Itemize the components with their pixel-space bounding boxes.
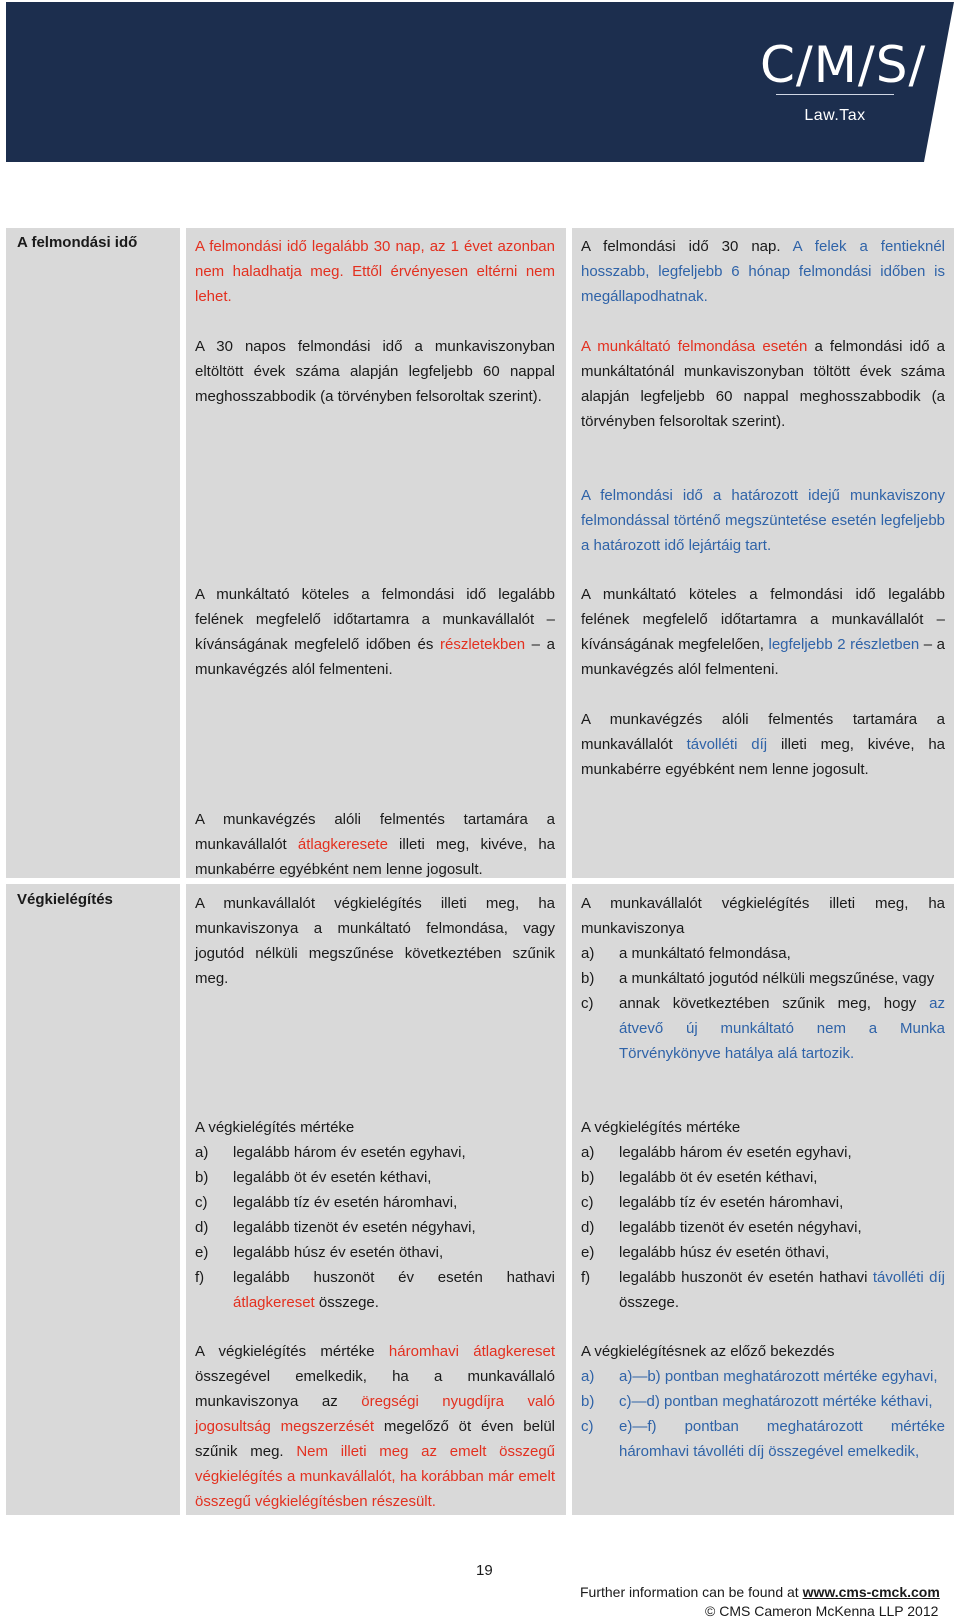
- text-run: – a munkavégzés alól felmenteni.: [195, 636, 555, 678]
- list-marker: a): [581, 945, 595, 962]
- list-item-text: [233, 1240, 555, 1265]
- r2c1-amount-list: [195, 1140, 555, 1315]
- text-run: illeti meg, kivéve, ha munkabérre egyébként nem lenne jogosult.: [581, 736, 946, 778]
- list-item-text: [233, 1165, 555, 1190]
- text-run: a munkáltató felmondása,: [619, 945, 791, 962]
- row1-col1-cell: [186, 228, 566, 878]
- list-marker: a): [581, 1144, 595, 1161]
- list-item-text: [233, 1140, 555, 1165]
- text-run: legalább tizenöt év esetén négyhavi,: [233, 1219, 476, 1236]
- list-marker: d): [581, 1219, 595, 1236]
- list-marker: a): [195, 1144, 209, 1161]
- text-run: távolléti díj: [686, 736, 768, 753]
- list-marker: c): [581, 1194, 594, 1211]
- list-item-text: [619, 1165, 945, 1190]
- row2-label-cell: [6, 884, 180, 1515]
- list-item: [195, 1265, 555, 1315]
- list-marker: b): [195, 1169, 209, 1186]
- list-item: [581, 991, 945, 1066]
- list-item: [581, 966, 945, 991]
- list-marker: e): [195, 1244, 209, 1261]
- r2c2-p1-intro: A munkavállalót végkielégítés illeti meg, ha munkaviszonya: [581, 895, 945, 937]
- text-run: legalább huszonöt év esetén hathavi: [619, 1269, 873, 1286]
- list-item: [195, 1140, 555, 1165]
- list-item: [581, 1165, 945, 1190]
- list-item-text: [619, 1265, 945, 1315]
- text-run: e)—f) pontban meghatározott mértéke háromhavi távolléti díj összegével emelkedik,: [619, 1418, 945, 1460]
- text-run: távolléti díj: [872, 1269, 945, 1286]
- text-run: legalább huszonöt év esetén hathavi: [233, 1269, 555, 1286]
- text-run: legalább tíz év esetén háromhavi,: [233, 1194, 458, 1211]
- text-run: összegével emelkedik, ha a munkavállaló munkaviszonya az: [195, 1368, 555, 1410]
- text-run: a)—b) pontban meghatározott mértéke egyhavi,: [619, 1368, 938, 1385]
- text-run: a felmondási idő a munkáltatónál munkaviszonyban töltött évek száma alapján legfeljebb 60 nappal meghosszabbodik (a törvényben felsoroltak szerint).: [581, 338, 945, 430]
- list-item-text: [619, 1190, 945, 1215]
- logo-tagline: Law.Tax: [804, 107, 866, 124]
- text-run: legalább tíz év esetén háromhavi,: [619, 1194, 844, 1211]
- r2c2-list1: [581, 941, 945, 1066]
- text-run: összege.: [314, 1294, 379, 1311]
- text-run: legalább tizenöt év esetén négyhavi,: [619, 1219, 862, 1236]
- text-run: háromhavi átlagkereset: [388, 1343, 556, 1360]
- footer-info: [580, 1584, 940, 1600]
- r2c1-amount-title: A végkielégítés mértéke: [195, 1119, 355, 1136]
- text-run: A 30 napos felmondási idő a munkaviszonyban eltöltött évek száma alapján legfeljebb 60 nappal meghosszabbodik (a törvényben felsoroltak szerint).: [195, 338, 555, 405]
- list-item: [195, 1215, 555, 1240]
- text-run: – a munkavégzés alól felmenteni.: [581, 636, 945, 678]
- r2c2-p3-intro: A végkielégítésnek az előző bekezdés: [581, 1343, 835, 1360]
- footer-copyright: © CMS Cameron McKenna LLP 2012: [705, 1603, 939, 1619]
- text-run: A munkáltató köteles a felmondási idő legalább felének megfelelő időtartamra a munkavállalót – kívánságának megfelelően,: [581, 586, 945, 653]
- list-item: [581, 1414, 945, 1464]
- footer-info-text: Further information can be found at: [580, 1584, 803, 1600]
- text-run: Nem illeti meg az emelt összegű végkielégítés a munkavállalót, ha korábban már emelt összegű végkielégítésben részesült.: [195, 1443, 555, 1510]
- r2c2-list3: [581, 1364, 945, 1464]
- text-run: öregségi nyugdíjra való jogosultság megszerzését: [195, 1393, 555, 1435]
- list-item-text: [233, 1190, 555, 1215]
- footer-link[interactable]: www.cms-cmck.com: [802, 1584, 940, 1600]
- text-run: A felek a fentieknél hosszabb, legfeljebb 6 hónap felmondási időben is megállapodhatnak.: [581, 238, 945, 305]
- list-item-text: [619, 991, 945, 1066]
- logo-mark: C/M/S/: [760, 36, 927, 94]
- r1c2-p5: [581, 707, 945, 782]
- text-run: legalább három év esetén egyhavi,: [619, 1144, 852, 1161]
- text-run: illeti meg, kivéve, ha munkabérre egyébként nem lenne jogosult.: [195, 836, 555, 878]
- list-item: [581, 1265, 945, 1315]
- text-run: A felmondási idő a határozott idejű munkaviszony felmondással történő megszüntetése esetén legfeljebb a határozott idő lejártáig tart.: [581, 487, 945, 554]
- list-item: [581, 1364, 945, 1389]
- text-run: megelőző öt éven belül szűnik meg.: [195, 1418, 555, 1460]
- text-run: annak következtében szűnik meg, hogy: [619, 995, 930, 1012]
- r2c1-p1: A munkavállalót végkielégítés illeti meg, ha munkaviszonya a munkáltató felmondása, vagy jogutód nélküli megszűnése következtében szűnik meg.: [195, 895, 555, 987]
- text-run: A felmondási idő legalább 30 nap, az 1 évet azonban nem haladhatja meg. Ettől érvényesen eltérni nem lehet.: [195, 238, 555, 305]
- text-run: átlagkeresete: [297, 836, 388, 853]
- text-run: részletekben: [439, 636, 526, 653]
- r2c2-amount-title: A végkielégítés mértéke: [581, 1119, 741, 1136]
- list-item-text: [619, 1414, 945, 1464]
- list-item-text: [619, 1240, 945, 1265]
- list-marker: d): [195, 1219, 209, 1236]
- r2c2-amount-list: [581, 1140, 945, 1315]
- list-item-text: [619, 966, 945, 991]
- list-item: [195, 1240, 555, 1265]
- r1c1-p3: [195, 582, 555, 682]
- list-marker: b): [581, 970, 595, 987]
- list-item: [195, 1165, 555, 1190]
- text-run: legalább öt év esetén kéthavi,: [619, 1169, 818, 1186]
- text-run: A munkavégzés alóli felmentés tartamára a munkavállalót: [195, 811, 555, 853]
- list-marker: c): [581, 995, 594, 1012]
- r1c2-p2: [581, 334, 945, 434]
- list-item: [581, 1215, 945, 1240]
- list-item-text: [233, 1215, 555, 1240]
- r1c1-p1: [195, 234, 555, 309]
- list-marker: c): [195, 1194, 208, 1211]
- logo-divider: [776, 94, 894, 95]
- text-run: a munkáltató jogutód nélküli megszűnése, vagy: [619, 970, 935, 987]
- r1c1-p4: [195, 807, 555, 882]
- list-item: [581, 1190, 945, 1215]
- page-number: 19: [476, 1562, 493, 1579]
- text-run: legalább öt év esetén kéthavi,: [233, 1169, 432, 1186]
- text-run: átlagkereset: [233, 1294, 315, 1311]
- row2-label: Végkielégítés: [17, 891, 113, 908]
- text-run: A munkáltató köteles a felmondási idő legalább felének megfelelő időtartamra a munkavállalót – kívánságának megfelelő időben és: [195, 586, 555, 653]
- list-item-text: [619, 941, 945, 966]
- list-marker: a): [581, 1368, 595, 1385]
- r2c1-p3: [195, 1339, 555, 1514]
- list-item: [581, 1389, 945, 1414]
- text-run: A végkielégítés mértéke: [195, 1343, 389, 1360]
- list-marker: c): [581, 1418, 594, 1435]
- list-marker: b): [581, 1169, 595, 1186]
- text-run: legalább húsz év esetén öthavi,: [233, 1244, 444, 1261]
- list-marker: e): [581, 1244, 595, 1261]
- text-run: legalább három év esetén egyhavi,: [233, 1144, 466, 1161]
- r1c2-p4: [581, 582, 945, 682]
- r1c2-p1: [581, 234, 945, 309]
- text-run: összege.: [619, 1294, 680, 1311]
- list-item-text: [619, 1364, 945, 1389]
- text-run: legfeljebb 2 részletben: [768, 636, 920, 653]
- list-item: [581, 1240, 945, 1265]
- text-run: A munkáltató felmondása esetén: [581, 338, 808, 355]
- list-marker: f): [581, 1269, 591, 1286]
- text-run: A munkavégzés alóli felmentés tartamára a munkavállalót: [581, 711, 945, 753]
- list-item-text: [619, 1140, 945, 1165]
- list-marker: f): [195, 1269, 205, 1286]
- list-item-text: [233, 1265, 555, 1315]
- r1c1-p2: [195, 334, 555, 409]
- list-item: [581, 1140, 945, 1165]
- row1-label-cell: [6, 228, 180, 878]
- list-item-text: [619, 1215, 945, 1240]
- cms-logo: [760, 36, 927, 125]
- text-run: legalább húsz év esetén öthavi,: [619, 1244, 830, 1261]
- list-item: [195, 1190, 555, 1215]
- text-run: az átvevő új munkáltató nem a Munka Törvénykönyve hatálya alá tartozik.: [619, 995, 945, 1062]
- text-run: A felmondási idő 30 nap.: [581, 238, 793, 255]
- text-run: c)—d) pontban meghatározott mértéke kéthavi,: [619, 1393, 933, 1410]
- row1-label: A felmondási idő: [17, 234, 138, 251]
- r1c2-p3: [581, 483, 945, 558]
- list-marker: b): [581, 1393, 595, 1410]
- list-item-text: [619, 1389, 945, 1414]
- list-item: [581, 941, 945, 966]
